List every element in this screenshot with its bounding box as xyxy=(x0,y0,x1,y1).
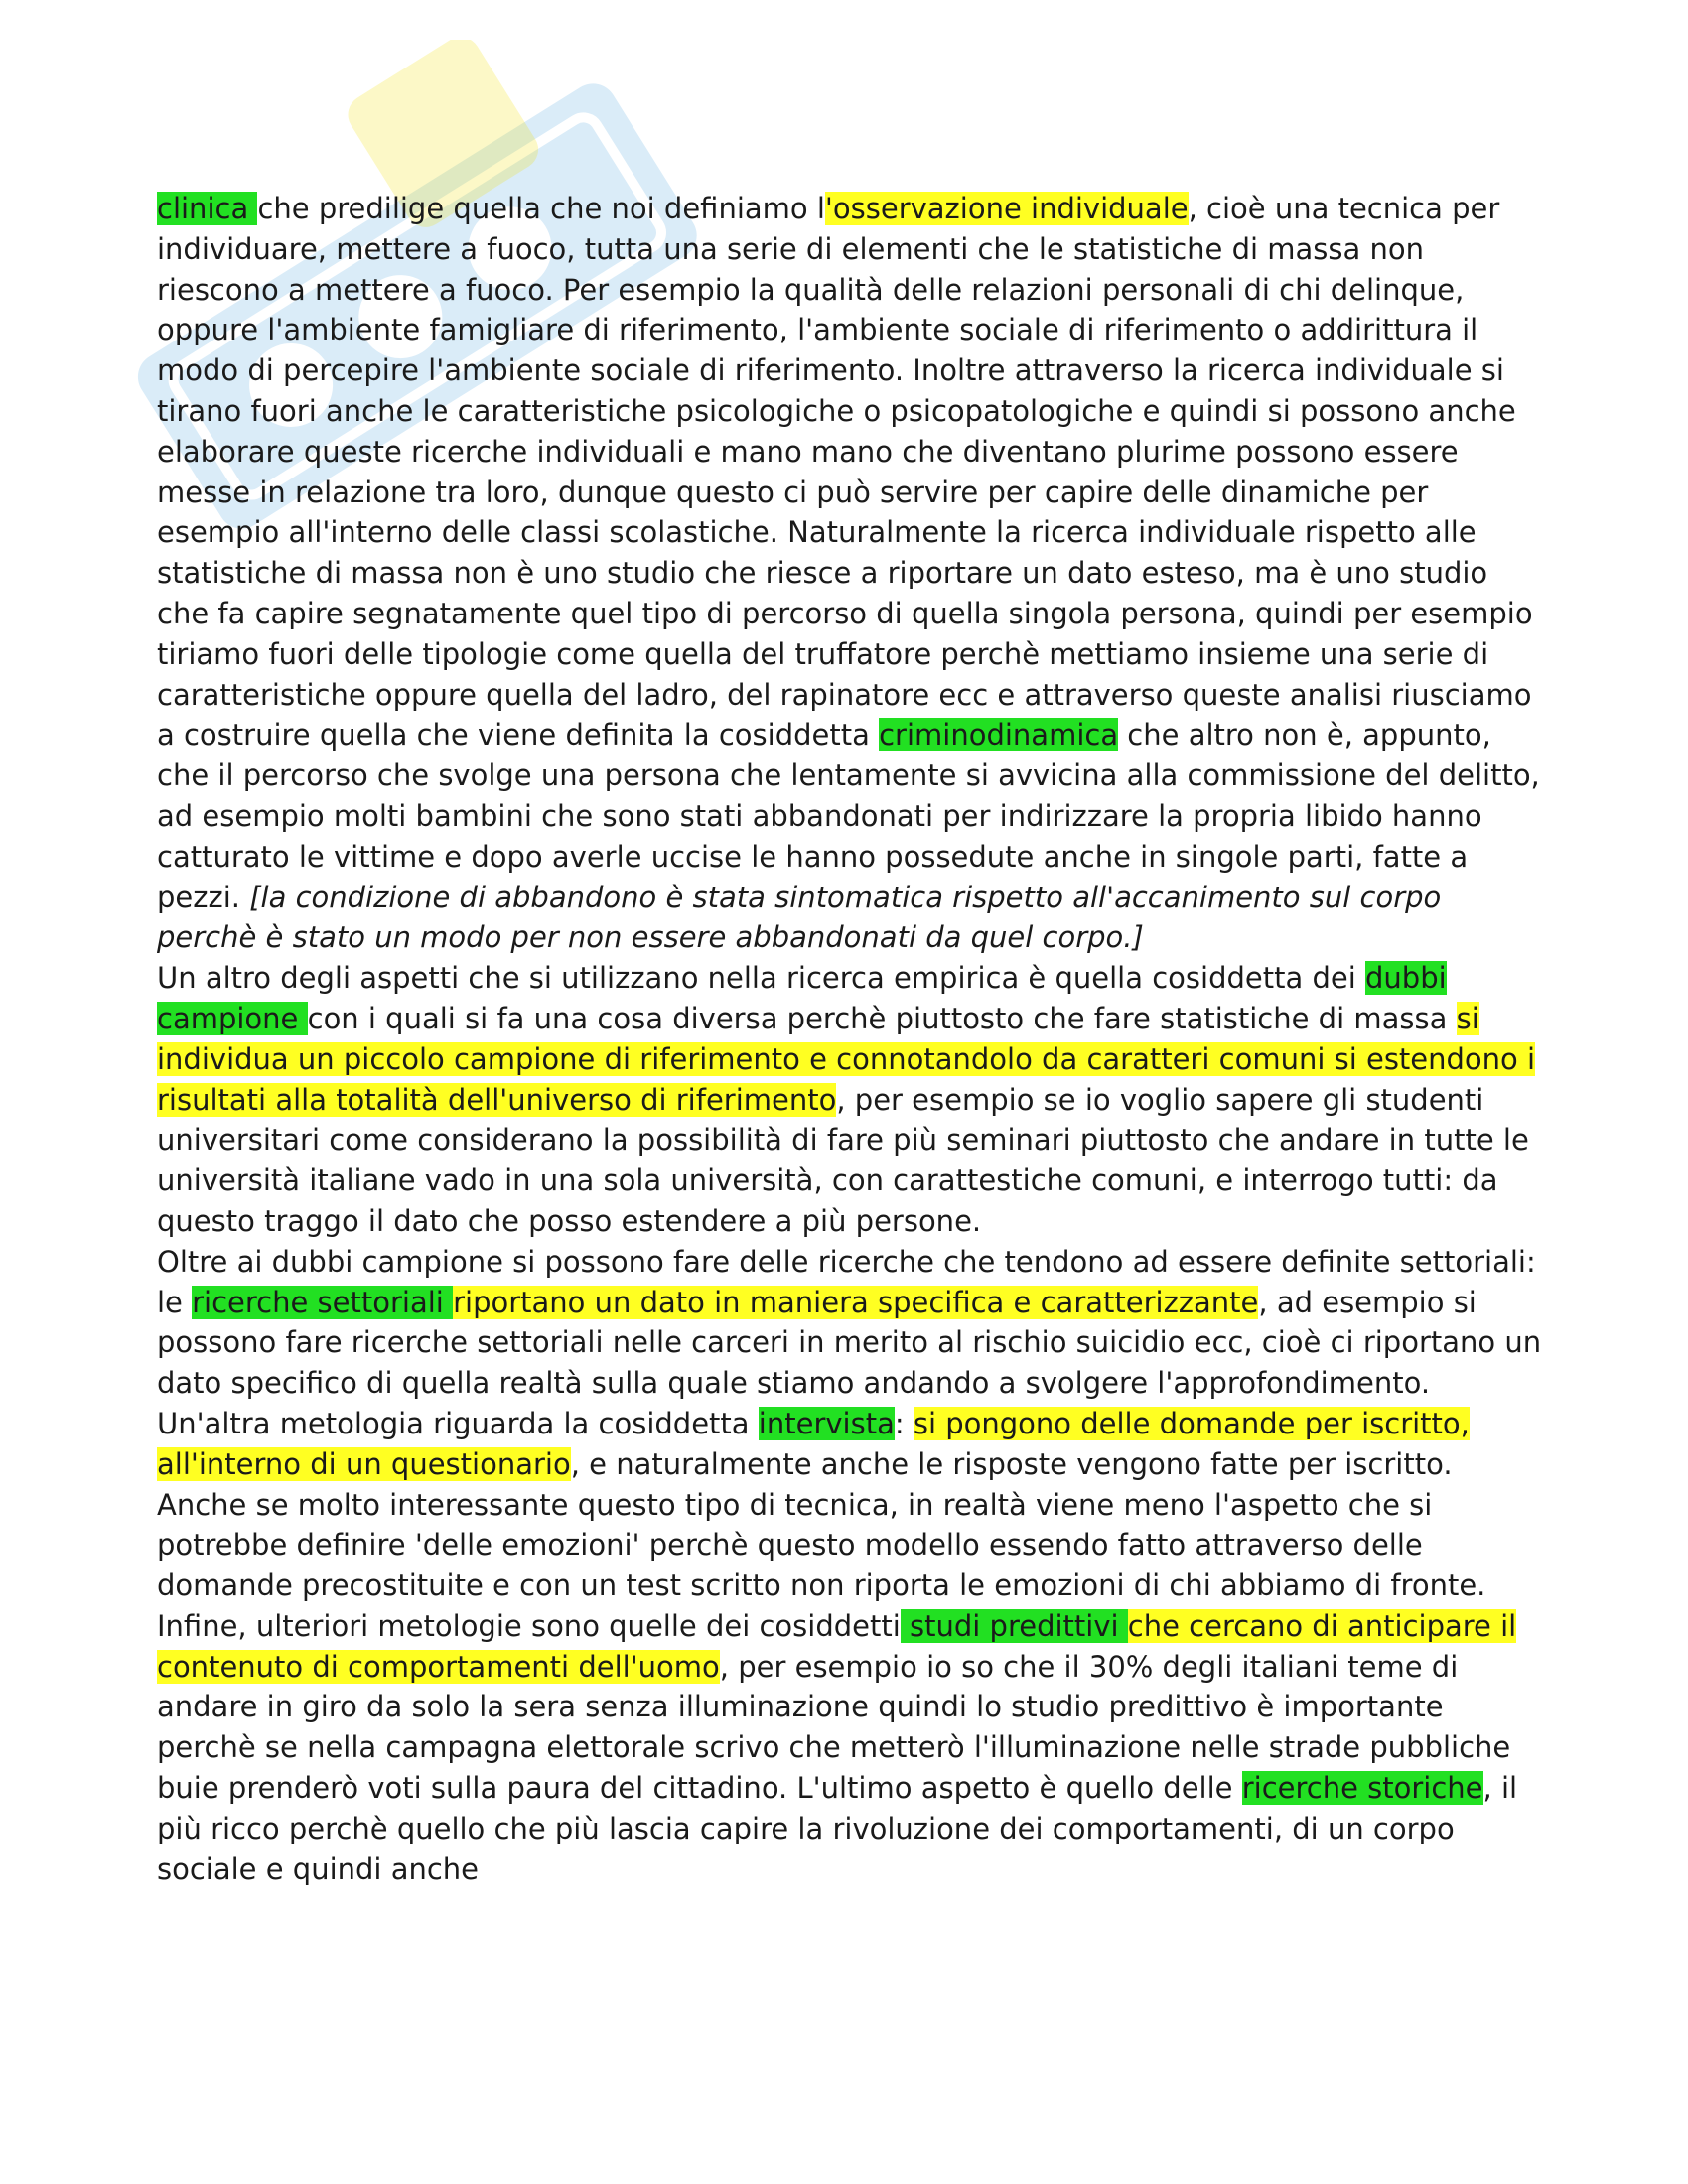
highlight-campione-definition: si individua un piccolo campione di riferimento e connotandolo da caratteri comuni si estendono i risultati alla totalità dell'universo di riferimento xyxy=(157,1001,1536,1117)
highlight-dubbi-campione: dubbi campione xyxy=(157,961,1447,1035)
text-run: , e naturalmente anche le risposte vengono fatte per iscritto. Anche se molto interessante questo tipo di tecnica, in realtà viene meno l'aspetto che si potrebbe definire 'delle emozioni' perchè questo modello essendo fatto attraverso delle domande precostituite e con un test scritto non riporta le emozioni di chi abbiamo di fronte. Infine, ulteriori metologie sono quelle dei cosiddetti xyxy=(157,1446,1486,1643)
text-run: , per esempio io so che il 30% degli italiani teme di andare in giro da solo la sera senza illuminazione quindi lo studio predittivo è importante perchè se nella campagna elettorale scrivo che metterò l'illuminazione nelle strade pubbliche buie prenderò voti sulla paura del cittadino. L'ultimo aspetto è quello delle xyxy=(157,1649,1511,1806)
text-run: Oltre ai dubbi campione si possono fare delle ricerche che tendono ad essere definite settoriali: le xyxy=(157,1244,1536,1319)
text-run: , il più ricco perchè quello che più lascia capire la rivoluzione dei comportamenti, di un corpo sociale e quindi anche xyxy=(157,1771,1518,1886)
text-run: , per esempio se io voglio sapere gli studenti universitari come considerano la possibilità di fare più seminari piuttosto che andare in tutte le università italiane vado in una sola università, con carattestiche comuni, e interrogo tutti: da questo traggo il dato che posso estendere a più persone. xyxy=(157,1082,1529,1238)
highlight-intervista: intervista xyxy=(758,1406,895,1440)
paragraph-other-methods xyxy=(157,1242,1547,1890)
paragraph-observation xyxy=(157,189,1547,958)
highlight-ricerche-storiche: ricerche storiche xyxy=(1241,1771,1483,1806)
text-run: , ad esempio si possono fare ricerche settoriali nelle carceri in merito al rischio suicidio ecc, cioè ci riportano un dato specifico di quella realtà sulla quale stiamo andando a svolgere l'approfondimento. Un'altra metologia riguarda la cosiddetta xyxy=(157,1285,1542,1440)
highlight-criminodinamica: criminodinamica xyxy=(879,718,1119,752)
highlight-studi-predittivi: studi predittivi xyxy=(900,1608,1128,1643)
text-run: che altro non è, appunto, che il percorso che svolge una persona che lentamente si avvicina alla commissione del delitto, ad esempio molti bambini che sono stati abbandonati per indirizzare la propria libido hanno catturato le vittime e dopo averle uccise le hanno possedute anche in singole parti, fatte a pezzi. xyxy=(157,718,1540,914)
highlight-clinica: clinica xyxy=(157,192,258,225)
text-run: con i quali si fa una cosa diversa perchè piuttosto che fare statistiche di massa xyxy=(307,1001,1457,1035)
highlight-settoriali-definition: riportano un dato in maniera specifica e caratterizzante xyxy=(453,1285,1259,1319)
highlight-predittivi-definition: che cercano di anticipare il contenuto di comportamenti dell'uomo xyxy=(157,1608,1517,1684)
text-run: Un altro degli aspetti che si utilizzano nella ricerca empirica è quella cosiddetta dei xyxy=(157,961,1365,996)
text-run: che predilige quella che noi definiamo l xyxy=(257,192,825,225)
paragraph-dubbi-campione xyxy=(157,958,1547,1242)
text-run: : xyxy=(894,1406,914,1440)
highlight-osservazione-individuale: 'osservazione individuale xyxy=(824,192,1189,225)
highlight-ricerche-settoriali: ricerche settoriali xyxy=(192,1285,454,1319)
highlight-intervista-definition: si pongono delle domande per iscritto, all'interno di un questionario xyxy=(157,1406,1470,1481)
document-body xyxy=(157,189,1547,2025)
italic-note: [la condizione di abbandono è stata sintomatica rispetto all'accanimento sul corpo perchè è stato un modo per non essere abbandonati da quel corpo.] xyxy=(157,880,1442,955)
text-run: , cioè una tecnica per individuare, mettere a fuoco, tutta una serie di elementi che le statistiche di massa non riescono a mettere a fuoco. Per esempio la qualità delle relazioni personali di chi delinque, oppure l'ambiente famigliare di riferimento, l'ambiente sociale di riferimento o addirittura il modo di percepire l'ambiente sociale di riferimento. Inoltre attraverso la ricerca individuale si tirano fuori anche le caratteristiche psicologiche o psicopatologiche e quindi si possono anche elaborare queste ricerche individuali e mano mano che diventano plurime possono essere messe in relazione tra loro, dunque questo ci può servire per capire delle dinamiche per esempio all'interno delle classi scolastiche. Naturalmente la ricerca individuale rispetto alle statistiche di massa non è uno studio che riesce a riportare un dato esteso, ma è uno studio che fa capire segnatamente quel tipo di percorso di quella singola persona, quindi per esempio tiriamo fuori delle tipologie come quella del truffatore perchè mettiamo insieme una serie di caratteristiche oppure quella del ladro, del rapinatore ecc e attraverso queste analisi riusciamo a costruire quella che viene definita la cosiddetta xyxy=(157,192,1533,752)
